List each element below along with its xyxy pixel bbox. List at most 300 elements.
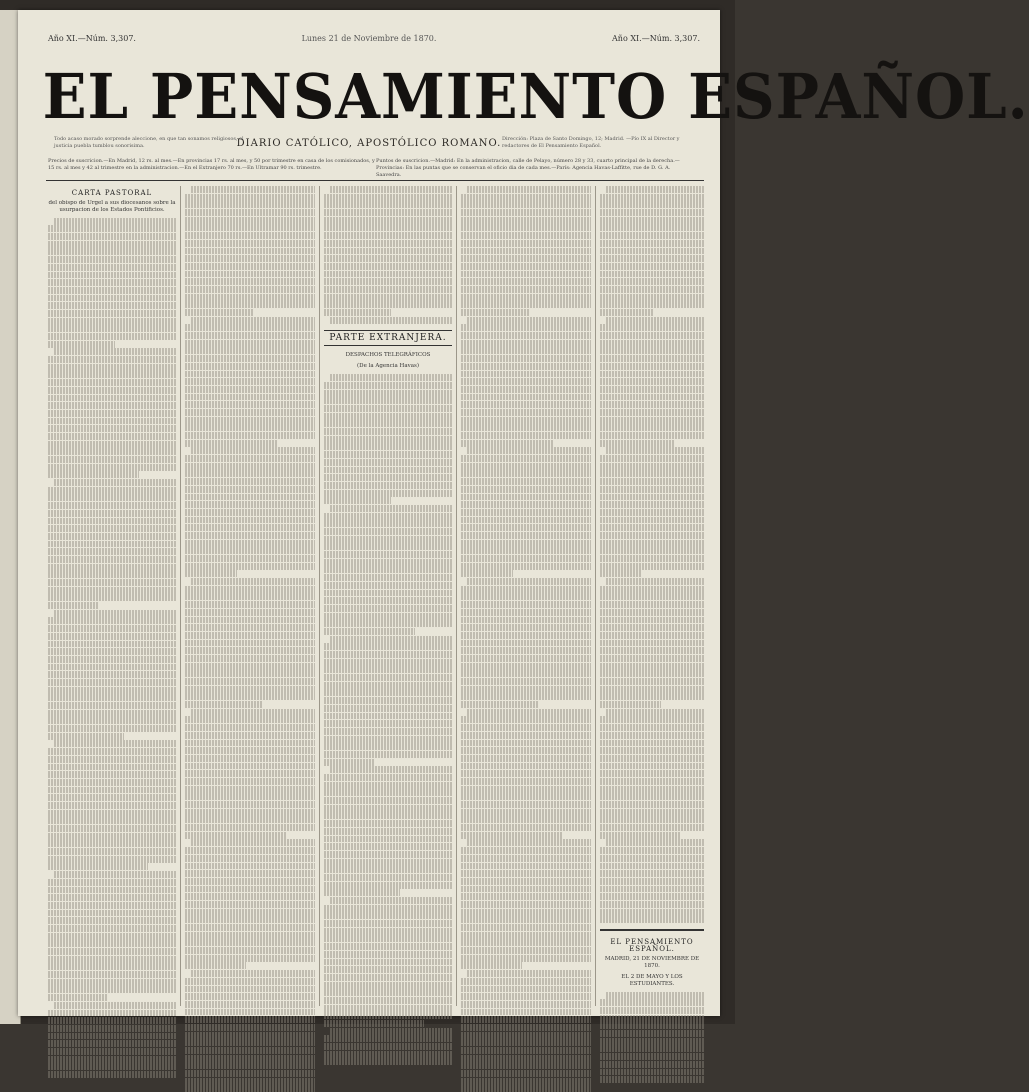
subscription-prices: Precios de suscricion.—En Madrid, 12 rs. al mes.—En provincias 17 rs. al mes, y 50 por trimestre en casa de los comisionados, y 15 rs. al mes y 42 al trimestre en la administracion.—En el Extranjero 70 rs.—En Ultramar 90 rs. trimestre. [48,158,375,171]
text-line [600,309,654,316]
text-line [324,982,452,989]
text-line [48,571,176,578]
text-line [48,771,176,778]
text-line [461,770,591,777]
text-line [324,543,452,550]
text-line [600,194,704,201]
text-line [185,886,315,893]
text-line [324,490,452,497]
text-line [48,825,176,832]
text-line [48,225,176,232]
text-line [600,355,704,362]
text-line [185,286,315,293]
text-line [48,648,176,655]
text-line [185,409,315,416]
text-line [185,271,315,278]
text-line [461,863,591,870]
text-line [191,839,315,846]
text-line [461,517,591,524]
text-line [185,632,315,639]
text-line [461,617,591,624]
text-line [600,632,704,639]
text-line [48,933,176,940]
text-line [461,847,591,854]
text-line [600,248,704,255]
text-line [324,805,452,812]
text-line [48,1010,176,1017]
text-line [185,747,315,754]
text-line [461,463,591,470]
newspaper-subtitle: DIARIO CATÓLICO, APOSTÓLICO ROMANO. [236,138,502,149]
text-line [461,563,591,570]
text-line [461,939,591,946]
text-line [324,201,452,208]
text-line [461,701,538,708]
text-line [48,994,108,1001]
text-line [600,770,704,777]
text-line [461,224,591,231]
text-line [461,793,591,800]
text-line [185,371,315,378]
text-line [48,248,176,255]
text-line [461,678,591,685]
text-line [461,878,591,885]
text-line [324,905,452,912]
text-line [600,999,704,1006]
text-line [461,870,591,877]
text-line [600,732,704,739]
text-line [600,494,704,501]
text-line [185,1032,315,1039]
text-line [191,186,315,193]
text-line [606,992,704,999]
text-line [600,1030,704,1037]
text-line [48,418,176,425]
text-line [461,740,591,747]
text-line [461,609,591,616]
text-line [461,801,591,808]
text-line [48,671,176,678]
text-line [185,309,253,316]
text-line [461,501,591,508]
text-line [324,309,391,316]
text-line [324,997,452,1004]
text-line [48,471,139,478]
issue-date: Lunes 21 de Noviembre de 1870. [301,34,437,43]
text-line [48,395,176,402]
masthead [18,58,1029,136]
text-line [185,401,315,408]
text-line [185,1009,315,1016]
text-line [461,432,591,439]
text-line [461,855,591,862]
text-line [48,548,176,555]
text-line [185,1085,315,1092]
text-line [461,816,591,823]
text-line [324,843,452,850]
text-line [606,317,704,324]
text-line [461,209,591,216]
text-line [48,633,176,640]
text-line [324,659,452,666]
text-line [48,794,176,801]
article-text-block [185,186,315,1092]
text-line [48,848,176,855]
text-line [324,513,452,520]
text-line [600,324,704,331]
text-line [324,574,452,581]
text-line [600,563,704,570]
text-line [185,870,315,877]
text-line [324,959,452,966]
column-2 [185,186,315,1006]
text-line [324,286,452,293]
text-line [324,643,452,650]
text-line [185,209,315,216]
text-line [600,893,704,900]
text-line [600,509,704,516]
text-line [48,879,176,886]
text-line [185,609,315,616]
text-line [324,209,452,216]
text-line [330,374,452,381]
text-line [324,812,452,819]
text-line [600,916,704,923]
text-line [600,271,704,278]
article-text-block [324,374,452,1065]
text-line [461,624,591,631]
text-line [330,766,452,773]
text-line [185,763,315,770]
text-line [54,1002,176,1009]
text-line [324,294,452,301]
text-line [324,597,452,604]
text-line [185,693,315,700]
text-line [461,417,591,424]
text-line [600,440,674,447]
text-line [600,294,704,301]
text-line [461,470,591,477]
text-line [185,601,315,608]
text-line [324,420,452,427]
text-line [461,409,591,416]
text-line [600,693,704,700]
text-line [185,240,315,247]
text-line [467,839,591,846]
text-line [48,1071,176,1078]
text-line [600,809,704,816]
text-line [48,679,176,686]
text-line [185,255,315,262]
text-line [461,1001,591,1008]
text-line [185,593,315,600]
text-line [324,413,452,420]
newspaper-title: EL PENSAMIENTO ESPAÑOL. [42,60,1029,133]
text-line [48,787,176,794]
article-text-block [600,186,704,923]
text-line [48,910,176,917]
text-line [185,363,315,370]
column-3 [324,186,452,1006]
text-line [48,840,176,847]
text-line [600,832,681,839]
text-line [185,755,315,762]
text-line [467,186,591,193]
text-line [461,455,591,462]
text-line [48,456,176,463]
text-line [461,640,591,647]
text-line [48,810,176,817]
text-line [330,1028,452,1035]
text-line [606,186,704,193]
text-line [48,748,176,755]
text-line [185,586,315,593]
text-line [461,1055,591,1062]
text-line [48,410,176,417]
text-line [600,463,704,470]
newspaper-page [18,10,1029,1016]
text-line [185,924,315,931]
text-line [600,1015,704,1022]
text-line [324,697,452,704]
text-line [461,486,591,493]
text-line [185,716,315,723]
text-line [461,932,591,939]
text-line [600,609,704,616]
text-line [185,724,315,731]
text-line [48,272,176,279]
text-line [461,347,591,354]
text-line [48,241,176,248]
text-line [324,1035,452,1042]
text-line [461,263,591,270]
text-line [185,324,315,331]
text-line [48,856,176,863]
text-line [185,647,315,654]
text-line [600,432,704,439]
text-line [48,356,176,363]
text-line [185,932,315,939]
text-line [185,440,277,447]
text-line [461,909,591,916]
text-line [185,1024,315,1031]
text-line [461,724,591,731]
text-line [185,640,315,647]
text-line [185,801,315,808]
text-line [48,717,176,724]
text-line [185,570,237,577]
text-line [324,866,452,873]
text-line [48,779,176,786]
text-line [185,394,315,401]
text-line [600,1061,704,1068]
text-line [600,386,704,393]
text-line [185,947,315,954]
text-line [324,520,452,527]
text-line [48,364,176,371]
text-line [48,541,176,548]
text-line [185,670,315,677]
text-line [461,532,591,539]
text-line [600,455,704,462]
text-line [324,255,452,262]
text-line [600,501,704,508]
text-line [48,1025,176,1032]
text-line [48,925,176,932]
text-line [600,617,704,624]
text-line [191,578,315,585]
text-line [461,424,591,431]
text-line [48,702,176,709]
text-line [324,536,452,543]
text-line [600,232,704,239]
text-line [606,578,704,585]
text-line [600,670,704,677]
text-line [48,979,176,986]
text-line [54,348,176,355]
text-line [185,1062,315,1069]
foreign-section-title: PARTE EXTRANJERA. [324,330,452,347]
text-line [185,617,315,624]
text-line [48,1017,176,1024]
text-line [461,1032,591,1039]
text-line [185,248,315,255]
text-line [461,440,553,447]
text-line [600,1076,704,1083]
text-line [185,1047,315,1054]
text-line [461,586,591,593]
text-line [600,540,704,547]
text-line [461,755,591,762]
text-line [185,939,315,946]
text-line [461,401,591,408]
text-line [48,487,176,494]
text-line [185,540,315,547]
text-line [461,716,591,723]
text-line [600,209,704,216]
text-line [600,763,704,770]
text-line [600,340,704,347]
text-line [185,955,315,962]
text-line [324,989,452,996]
text-line [461,309,529,316]
text-line [48,710,176,717]
text-line [461,732,591,739]
text-line [185,863,315,870]
text-line [324,874,452,881]
text-line [600,532,704,539]
text-line [600,278,704,285]
text-line [48,233,176,240]
text-line [600,401,704,408]
text-line [48,425,176,432]
text-line [48,518,176,525]
text-line [600,686,704,693]
text-line [324,889,400,896]
text-line [461,555,591,562]
text-line [600,847,704,854]
text-line [461,240,591,247]
text-line [600,909,704,916]
text-line [600,517,704,524]
text-line [461,693,591,700]
text-line [48,371,176,378]
text-line [324,605,452,612]
text-line [600,201,704,208]
text-line [48,756,176,763]
text-line [185,294,315,301]
text-line [324,713,452,720]
text-line [461,647,591,654]
text-line [600,424,704,431]
text-line [48,264,176,271]
text-line [324,428,452,435]
text-line [48,325,176,332]
pastoral-heading: CARTA PASTORAL [71,189,153,197]
pastoral-subheading: del obispo de Urgel a sus diocesanos sobre la usurpacion de los Estados Pontificios. [48,199,176,213]
text-line [324,1020,424,1027]
text-line [185,263,315,270]
text-line [324,1005,452,1012]
text-line [185,878,315,885]
text-line [600,347,704,354]
text-line [324,271,452,278]
text-line [606,709,704,716]
article-text-block [461,186,591,1092]
text-line [191,317,315,324]
text-line [54,740,176,747]
text-line [185,1055,315,1062]
text-line [461,194,591,201]
text-line [324,797,452,804]
text-line [324,943,452,950]
text-line [185,478,315,485]
text-line [461,1047,591,1054]
text-line [330,186,452,193]
text-line [606,839,704,846]
text-line [324,782,452,789]
text-line [185,340,315,347]
text-line [461,340,591,347]
text-line [185,555,315,562]
text-line [600,332,704,339]
text-line [324,263,452,270]
text-line [600,301,704,308]
column-separator [456,186,457,1006]
text-line [185,832,286,839]
text-line [324,528,452,535]
text-line [600,678,704,685]
text-line [324,474,452,481]
text-line [48,887,176,894]
text-line [185,1078,315,1085]
text-line [600,1069,704,1076]
text-line [185,1070,315,1077]
text-line [185,194,315,201]
text-line [185,547,315,554]
text-line [461,1009,591,1016]
text-line [467,709,591,716]
text-line [461,248,591,255]
editorial-box-date: MADRID, 21 DE NOVIEMBRE DE 1870. [604,956,700,969]
text-line [461,547,591,554]
text-line [324,682,452,689]
text-line [324,224,452,231]
text-line [600,1045,704,1052]
text-line [324,689,452,696]
text-line [48,863,148,870]
text-line [324,559,452,566]
